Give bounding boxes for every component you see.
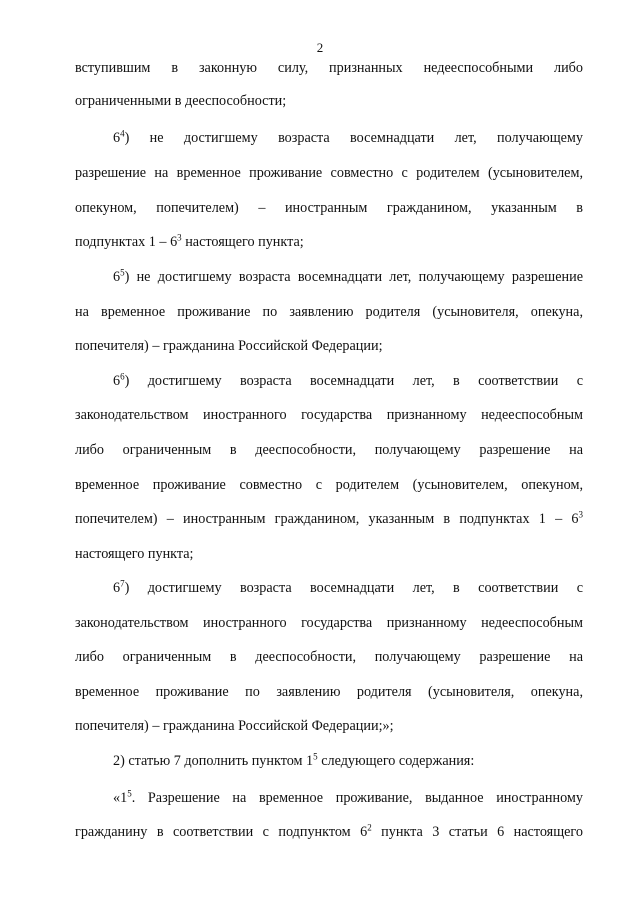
text: 2) статью 7 дополнить пунктом 1 — [113, 753, 314, 769]
item-superscript: 4 — [120, 128, 125, 139]
text: попечителем) – иностранным гражданином, указанным в подпунктах 1 – 6 — [75, 511, 579, 527]
item-number: 6 — [113, 130, 121, 146]
superscript: 3 — [177, 232, 182, 243]
list-item-6-4-first-line — [113, 129, 583, 147]
text-line: попечителя) – гражданина Российской Федерации;»; — [75, 718, 394, 734]
text-line: настоящего пункта; — [75, 546, 194, 562]
text: ) достигшему возраста восемнадцати лет, в соответствии с — [124, 580, 583, 596]
quoted-item-first-line — [113, 789, 583, 807]
item-superscript: 7 — [120, 578, 125, 589]
text-line: временное проживание по заявлению родителя (усыновителя, опекуна, — [75, 684, 583, 700]
text-line: на временное проживание по заявлению родителя (усыновителя, опекуна, — [75, 304, 583, 320]
superscript: 5 — [313, 751, 318, 762]
text: настоящего пункта; — [181, 234, 304, 250]
text-line: временное проживание совместно с родителем (усыновителем, опекуном, — [75, 477, 583, 493]
item-superscript: 5 — [120, 267, 125, 278]
text-line: законодательством иностранного государства признанному недееспособным — [75, 615, 583, 631]
item-superscript: 5 — [127, 788, 132, 799]
text-line: разрешение на временное проживание совместно с родителем (усыновителем, — [75, 165, 583, 181]
item-superscript: 6 — [120, 371, 125, 382]
list-item-6-5-first-line — [113, 268, 583, 286]
text: ) не достигшему возраста восемнадцати лет, получающему разрешение — [124, 269, 583, 285]
text-line: либо ограниченным в дееспособности, получающему разрешение на — [75, 442, 583, 458]
text-line — [75, 233, 583, 251]
text: . Разрешение на временное проживание, выданное иностранному — [131, 790, 583, 806]
amendment-line — [113, 752, 583, 770]
item-number: 6 — [113, 580, 121, 596]
text-line — [75, 510, 583, 528]
text-line: законодательством иностранного государства признанному недееспособным — [75, 407, 583, 423]
text: подпунктах 1 – 6 — [75, 234, 178, 250]
list-item-6-7-first-line — [113, 579, 583, 597]
text-line: ограниченными в дееспособности; — [75, 93, 287, 109]
text: ) достигшему возраста восемнадцати лет, в соответствии с — [124, 373, 583, 389]
text-line: либо ограниченным в дееспособности, получающему разрешение на — [75, 649, 583, 665]
superscript: 3 — [578, 509, 583, 520]
text: ) не достигшему возраста восемнадцати лет, получающему — [124, 130, 583, 146]
text-line: вступившим в законную силу, признанных недееспособными либо — [75, 60, 583, 76]
superscript: 2 — [367, 822, 372, 833]
text: пункта 3 статьи 6 настоящего — [371, 824, 583, 840]
item-number: 6 — [113, 373, 121, 389]
item-number: 6 — [113, 269, 121, 285]
list-item-6-6-first-line — [113, 372, 583, 390]
text: следующего содержания: — [317, 753, 475, 769]
text-line — [75, 823, 583, 841]
text-line: попечителя) – гражданина Российской Федерации; — [75, 338, 383, 354]
text: гражданину в соответствии с подпунктом 6 — [75, 824, 368, 840]
item-number: «1 — [113, 790, 128, 806]
text-line: опекуном, попечителем) – иностранным гражданином, указанным в — [75, 200, 583, 216]
page-number: 2 — [316, 40, 324, 55]
